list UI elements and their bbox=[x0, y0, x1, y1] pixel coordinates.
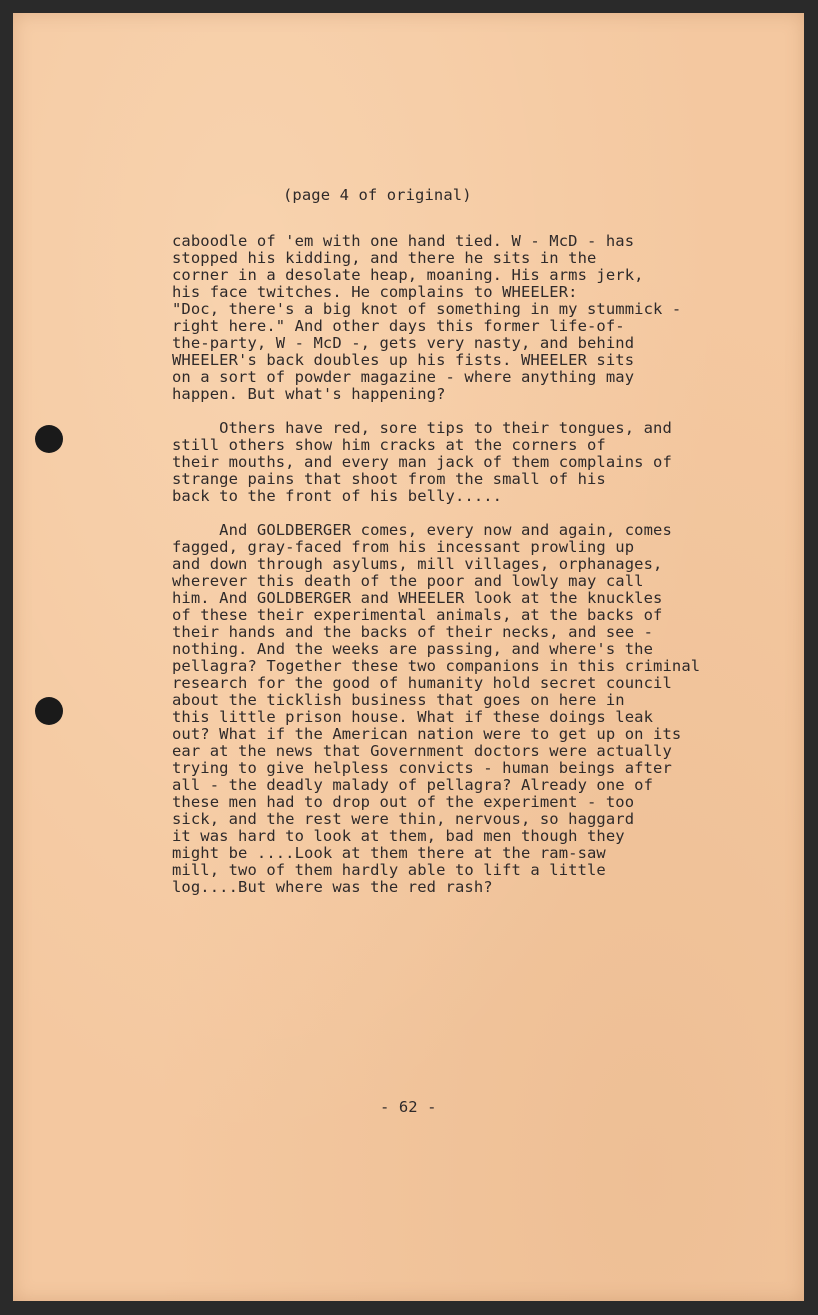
text-line: strange pains that shoot from the small of his bbox=[172, 470, 606, 488]
text-line: back to the front of his belly..... bbox=[172, 487, 503, 505]
text-line: mill, two of them hardly able to lift a little bbox=[172, 861, 606, 879]
text-line: him. And GOLDBERGER and WHEELER look at the knuckles bbox=[172, 589, 663, 607]
text-line: pellagra? Together these two companions in this criminal bbox=[172, 657, 701, 675]
text-line: stopped his kidding, and there he sits in the bbox=[172, 249, 597, 267]
text-line: log....But where was the red rash? bbox=[172, 878, 493, 896]
punch-hole-top bbox=[35, 425, 63, 453]
text-line: and down through asylums, mill villages, orphanages, bbox=[172, 555, 663, 573]
text-line: sick, and the rest were thin, nervous, so haggard bbox=[172, 810, 635, 828]
text-line: on a sort of powder magazine - where anything may bbox=[172, 368, 635, 386]
text-line: wherever this death of the poor and lowly may call bbox=[172, 572, 644, 590]
text-line: trying to give helpless convicts - human beings after bbox=[172, 759, 672, 777]
text-line: all - the deadly malady of pellagra? Already one of bbox=[172, 776, 654, 794]
text-line: these men had to drop out of the experiment - too bbox=[172, 793, 635, 811]
text-line: happen. But what's happening? bbox=[172, 385, 446, 403]
text-line: fagged, gray-faced from his incessant prowling up bbox=[172, 538, 635, 556]
text-line: right here." And other days this former life-of- bbox=[172, 317, 625, 335]
text-line: And GOLDBERGER comes, every now and again, comes bbox=[172, 521, 672, 539]
text-line: out? What if the American nation were to get up on its bbox=[172, 725, 682, 743]
text-line: this little prison house. What if these doings leak bbox=[172, 708, 654, 726]
text-line: their hands and the backs of their necks, and see - bbox=[172, 623, 654, 641]
text-line: nothing. And the weeks are passing, and where's the bbox=[172, 640, 654, 658]
page-reference: (page 4 of original) bbox=[283, 186, 472, 204]
text-line: might be ....Look at them there at the ram-saw bbox=[172, 844, 606, 862]
text-line: their mouths, and every man jack of them complains of bbox=[172, 453, 672, 471]
text-line: of these their experimental animals, at the backs of bbox=[172, 606, 663, 624]
text-line: still others show him cracks at the corners of bbox=[172, 436, 606, 454]
text-line: Others have red, sore tips to their tongues, and bbox=[172, 419, 672, 437]
text-line: it was hard to look at them, bad men though they bbox=[172, 827, 625, 845]
text-line: WHEELER's back doubles up his fists. WHEELER sits bbox=[172, 351, 635, 369]
text-line: about the ticklish business that goes on here in bbox=[172, 691, 625, 709]
text-line: research for the good of humanity hold secret council bbox=[172, 674, 672, 692]
text-line: "Doc, there's a big knot of something in my stummick - bbox=[172, 300, 682, 318]
text-line: his face twitches. He complains to WHEELER: bbox=[172, 283, 578, 301]
text-line: corner in a desolate heap, moaning. His arms jerk, bbox=[172, 266, 644, 284]
page-number: - 62 - bbox=[380, 1098, 437, 1116]
text-line: ear at the news that Government doctors were actually bbox=[172, 742, 672, 760]
text-line: the-party, W - McD -, gets very nasty, and behind bbox=[172, 334, 635, 352]
text-line: caboodle of 'em with one hand tied. W - McD - has bbox=[172, 232, 635, 250]
punch-hole-bottom bbox=[35, 697, 63, 725]
